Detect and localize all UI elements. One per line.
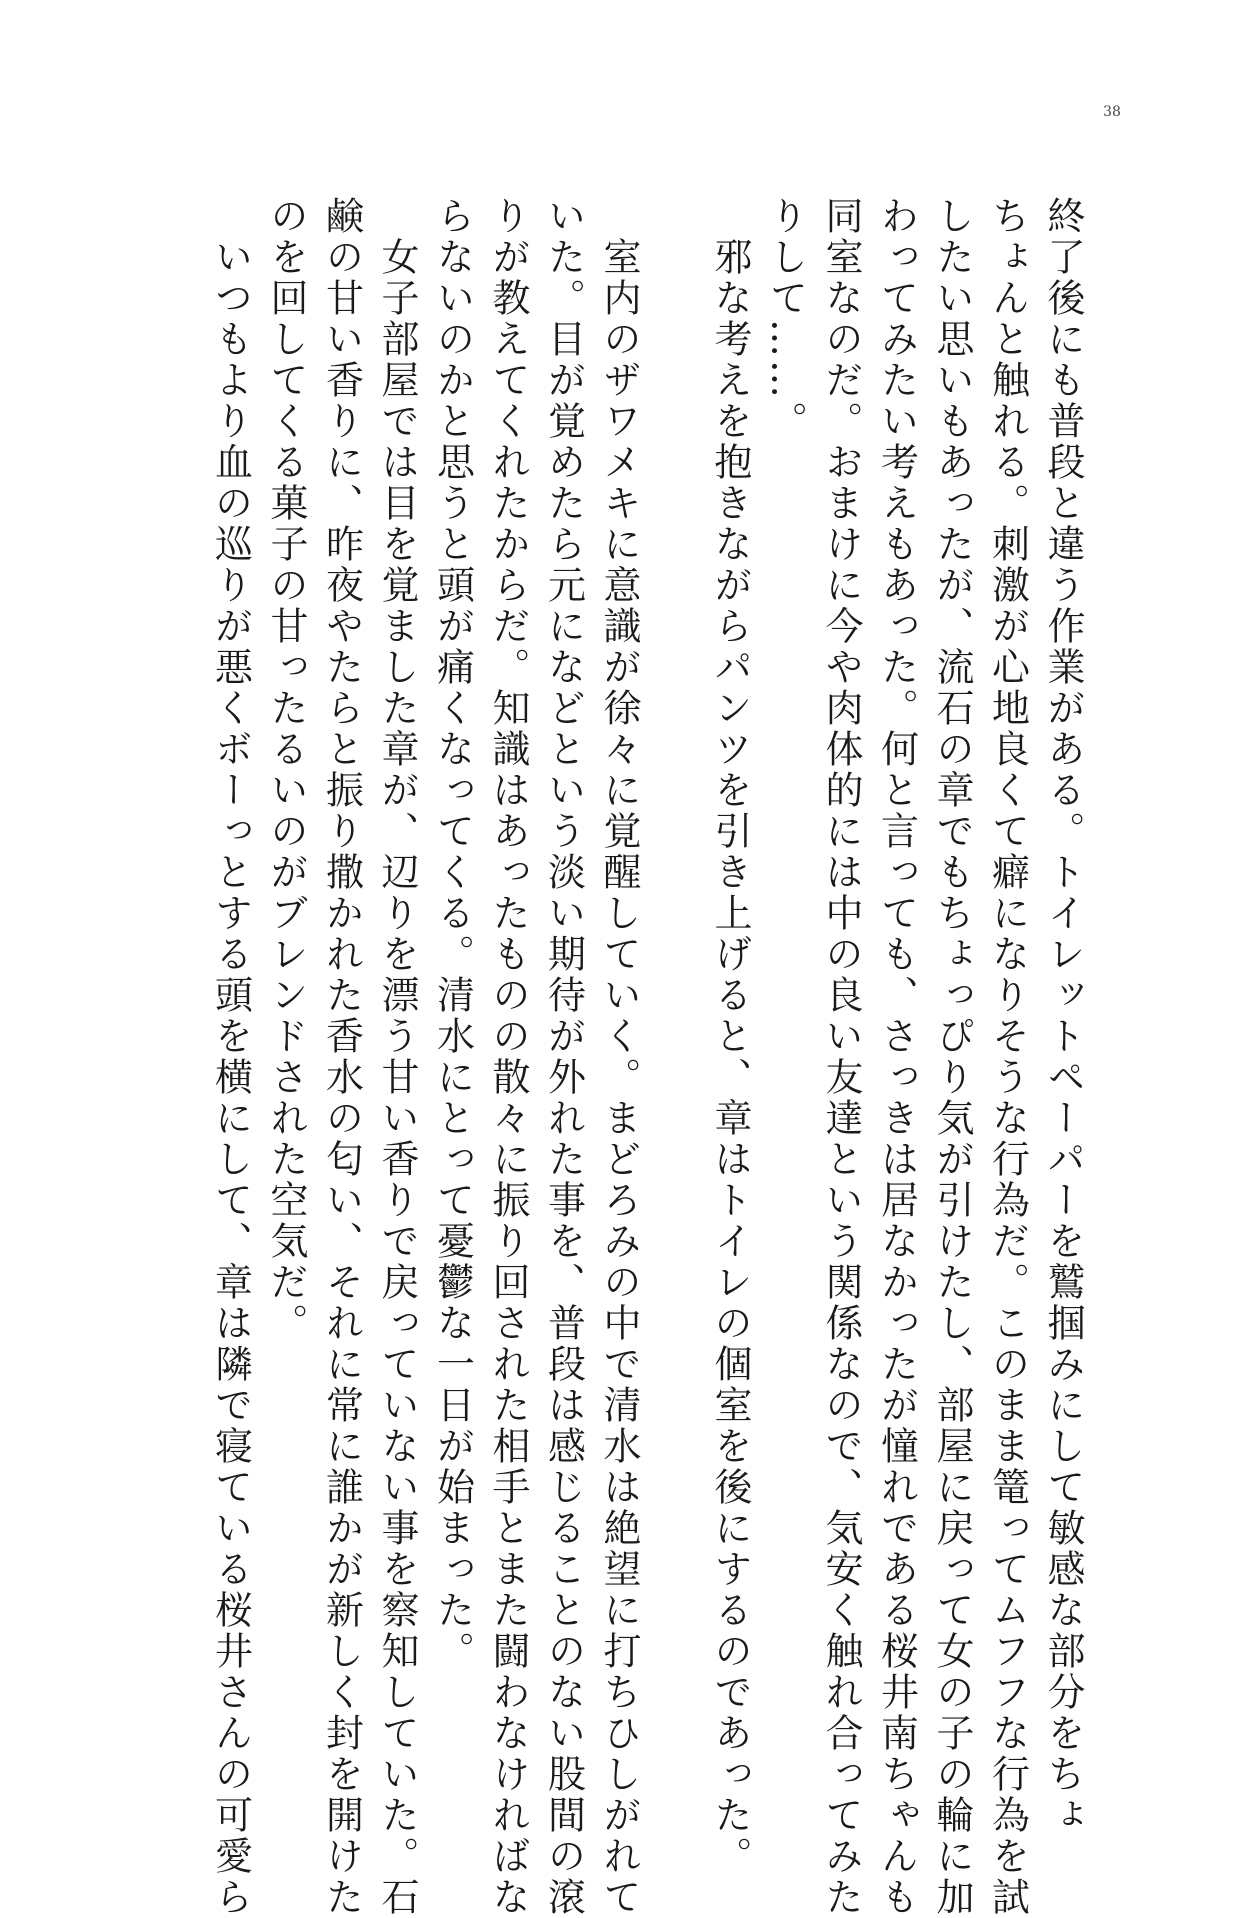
page-number: 38 (1103, 104, 1121, 120)
text-line: 邪な考えを抱きながらパンツを引き上げると、章はトイレの個室を後にするのであった。 (708, 196, 752, 1877)
text-line: 鹸の甘い香りに、昨夜やたらと振り撒かれた香水の匂い、それに常に誰かが新しく封を開けた (319, 196, 364, 1918)
text-line: 女子部屋では目を覚ました章が、辺りを漂う甘い香りで戻っていない事を察知していた。石 (375, 196, 419, 1918)
text-line: いた。目が覚めたら元になどという淡い期待が外れた事を、普段は感じることのない股間の滾 (541, 196, 586, 1918)
text-line: わってみたい考えもあった。何と言っても、さっきは居なかったが憧れである桜井南ちゃんも (874, 196, 919, 1918)
text-line: いつもより血の巡りが悪くボーっとする頭を横にして、章は隣で寝ている桜井さんの可愛ら (208, 196, 253, 1918)
text-line: のを回してくる菓子の甘ったるいのがブレンドされた空気だ。 (264, 196, 308, 1344)
text-line: らないのかと思うと頭が痛くなってくる。清水にとって憂鬱な一日が始まった。 (430, 196, 475, 1672)
body-text (202, 196, 1090, 1918)
text-line: りが教えてくれたからだ。知識はあったものの散々に振り回された相手とまた闘わなければな (486, 196, 530, 1918)
text-line: 同室なのだ。おまけに今や肉体的には中の良い友達という関係なので、気安く触れ合ってみた (819, 196, 863, 1918)
text-line: ちょんと触れる。刺激が心地良くて癖になりそうな行為だ。このまま篭ってムフフな行為を試 (985, 196, 1030, 1918)
text-line: りして……。 (763, 196, 808, 442)
text-line: したい思いもあったが、流石の章でもちょっぴり気が引けたし、部屋に戻って女の子の輪に加 (930, 196, 974, 1918)
blank-line (646, 196, 702, 1596)
text-line: 終了後にも普段と違う作業がある。トイレットペーパーを鷲掴みにして敏感な部分をちょ (1041, 196, 1085, 1836)
text-line: 室内のザワメキに意識が徐々に覚醒していく。まどろみの中で清水は絶望に打ちひしがれて (597, 196, 641, 1918)
